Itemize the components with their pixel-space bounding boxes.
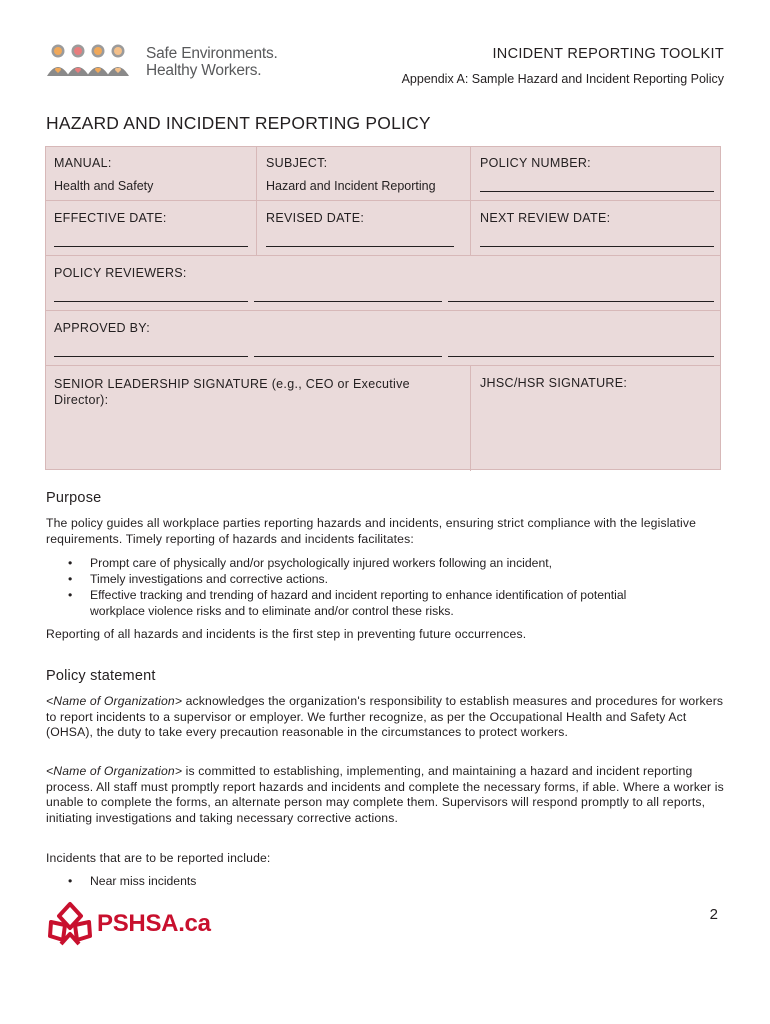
senior-leadership-signature-label: SENIOR LEADERSHIP SIGNATURE (e.g., CEO or Executive Director): bbox=[54, 377, 410, 407]
revised-date-label: REVISED DATE: bbox=[266, 211, 365, 225]
page-number: 2 bbox=[709, 906, 718, 923]
next-review-date-field[interactable] bbox=[480, 246, 714, 247]
toolkit-title: INCIDENT REPORTING TOOLKIT bbox=[492, 46, 724, 62]
revised-date-field[interactable] bbox=[266, 246, 454, 247]
policy-statement-heading: Policy statement bbox=[46, 668, 156, 684]
page-title: HAZARD AND INCIDENT REPORTING POLICY bbox=[46, 113, 431, 133]
pshsa-emblem-icon bbox=[45, 900, 95, 950]
reviewer-field-1[interactable] bbox=[54, 301, 248, 302]
incidents-intro: Incidents that are to be reported include: bbox=[46, 851, 271, 865]
appendix-subtitle: Appendix A: Sample Hazard and Incident Reporting Policy bbox=[401, 72, 724, 86]
brand-tagline bbox=[146, 45, 278, 79]
manual-label: MANUAL: bbox=[54, 156, 112, 170]
policy-number-field[interactable] bbox=[480, 191, 714, 192]
brand-line-2: Healthy Workers. bbox=[146, 62, 262, 79]
pshsa-logo-text: PSHSA.ca bbox=[97, 910, 211, 937]
jhsc-hsr-signature-label: JHSC/HSR SIGNATURE: bbox=[480, 376, 628, 390]
purpose-closing: Reporting of all hazards and incidents is the first step in preventing future occurrences. bbox=[46, 627, 527, 641]
policy-reviewers-label: POLICY REVIEWERS: bbox=[54, 266, 187, 280]
approver-field-2[interactable] bbox=[254, 356, 442, 357]
subject-label: SUBJECT: bbox=[266, 156, 328, 170]
policy-info-table bbox=[45, 146, 721, 470]
purpose-bullet-3: • Effective tracking and trending of hazard and incident reporting to enhance identification of potential workplace violence risks and to eliminate and/or control these risks. bbox=[68, 588, 627, 618]
subject-value: Hazard and Incident Reporting bbox=[266, 179, 436, 193]
brand-line-1: Safe Environments. bbox=[146, 45, 278, 62]
purpose-heading: Purpose bbox=[46, 490, 102, 506]
organization-name-placeholder: <Name of Organization> bbox=[46, 764, 183, 778]
organization-name-placeholder: <Name of Organization> bbox=[46, 694, 183, 708]
approver-field-3[interactable] bbox=[448, 356, 714, 357]
reviewer-field-3[interactable] bbox=[448, 301, 714, 302]
policy-statement-para-1: <Name of Organization> acknowledges the organization's responsibility to establish measures and procedures for workers to report incidents to a supervisor or employer. We further recognize, as per the Occupational Health and Safety Act (OHSA), the duty to take every precaution reasonable in the circumstances to protect workers. bbox=[46, 694, 724, 740]
next-review-date-label: NEXT REVIEW DATE: bbox=[480, 211, 611, 225]
policy-number-label: POLICY NUMBER: bbox=[480, 156, 591, 170]
bullet-dot-icon: • bbox=[68, 588, 73, 602]
bullet-dot-icon: • bbox=[68, 572, 73, 586]
pshsa-logo bbox=[45, 900, 220, 950]
policy-statement-para-2: <Name of Organization> is committed to establishing, implementing, and maintaining a hazard and incident reporting process. All staff must promptly report hazards and incidents and complete the necessary forms, if able. Where a worker is unable to complete the forms, an alternate person may complete them. Supervisors will respond promptly to all reports, initiating investigations and taking necessary corrective actions. bbox=[46, 764, 724, 825]
bullet-dot-icon: • bbox=[68, 556, 73, 570]
approved-by-label: APPROVED BY: bbox=[54, 321, 150, 335]
purpose-intro: The policy guides all workplace parties reporting hazards and incidents, ensuring strict compliance with the legislative requirements. Timely reporting of hazards and incidents facilitates: bbox=[46, 516, 697, 546]
effective-date-label: EFFECTIVE DATE: bbox=[54, 211, 167, 225]
effective-date-field[interactable] bbox=[54, 246, 248, 247]
safe-environments-logo-icon bbox=[45, 40, 135, 80]
bullet-dot-icon: • bbox=[68, 874, 73, 888]
manual-value: Health and Safety bbox=[54, 179, 154, 193]
reviewer-field-2[interactable] bbox=[254, 301, 442, 302]
approver-field-1[interactable] bbox=[54, 356, 248, 357]
